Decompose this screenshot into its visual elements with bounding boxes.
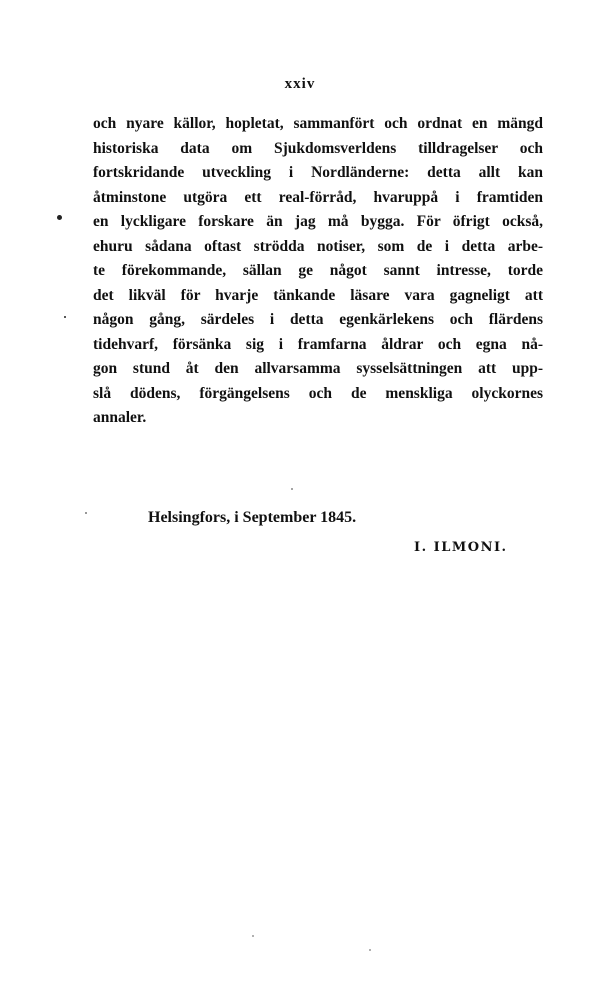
text-line: och nyare källor, hopletat, sammanfört och ordnat en mängd	[93, 115, 543, 132]
text-line: slå dödens, förgängelsens och de menskliga olyckornes	[93, 384, 543, 402]
page-number: xxiv	[284, 76, 316, 92]
dateline: Helsingfors, i September 1845.	[148, 509, 357, 526]
text-line: historiska data om Sjukdomsverldens tilldragelser och	[93, 139, 543, 157]
text-line: någon gång, särdeles i detta egenkärlekens och flärdens	[93, 311, 543, 328]
text-line: annaler.	[93, 409, 147, 426]
margin-speck	[291, 488, 293, 490]
text-line: ehuru sådana oftast strödda notiser, som de i detta arbe-	[93, 237, 543, 255]
text-line: tidehvarf, försänka sig i framfarna åldrar och egna nå-	[93, 335, 543, 353]
margin-speck	[57, 215, 62, 220]
text-line: det likväl för hvarje tänkande läsare vara gagneligt att	[93, 286, 543, 304]
margin-speck	[64, 316, 66, 318]
margin-speck	[252, 935, 254, 937]
text-line: gon stund åt den allvarsamma sysselsättningen att upp-	[93, 360, 543, 377]
margin-speck	[85, 512, 87, 514]
text-line: åtminstone utgöra ett real-förråd, hvaruppå i framtiden	[93, 188, 543, 206]
body-text	[93, 112, 543, 431]
text-line: te förekommande, sällan ge något sannt intresse, torde	[93, 262, 543, 279]
margin-speck	[369, 949, 371, 951]
text-line: fortskridande utveckling i Nordländerne: detta allt kan	[93, 164, 543, 181]
signature: I. ILMONI.	[414, 540, 508, 555]
text-line: en lyckligare forskare än jag må bygga. För öfrigt också,	[93, 213, 543, 230]
